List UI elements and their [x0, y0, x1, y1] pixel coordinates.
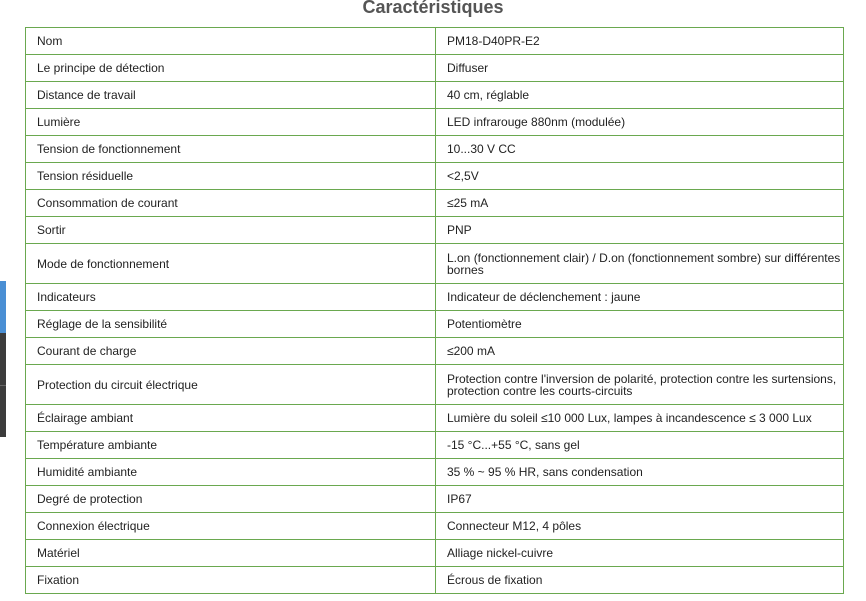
spec-label: Le principe de détection	[26, 55, 436, 82]
spec-label: Protection du circuit électrique	[26, 365, 436, 405]
spec-label: Degré de protection	[26, 486, 436, 513]
spec-label: Fixation	[26, 567, 436, 594]
spec-label: Éclairage ambiant	[26, 405, 436, 432]
spec-value: PM18-D40PR-E2	[436, 28, 844, 55]
table-row	[26, 486, 844, 513]
table-row	[26, 311, 844, 338]
spec-label: Mode de fonctionnement	[26, 244, 436, 284]
table-row	[26, 513, 844, 540]
table-row	[26, 82, 844, 109]
spec-value: ≤200 mA	[436, 338, 844, 365]
table-row	[26, 365, 844, 405]
table-row	[26, 338, 844, 365]
spec-label: Lumière	[26, 109, 436, 136]
spec-label: Tension de fonctionnement	[26, 136, 436, 163]
spec-value: PNP	[436, 217, 844, 244]
table-row	[26, 459, 844, 486]
spec-value: IP67	[436, 486, 844, 513]
spec-label: Tension résiduelle	[26, 163, 436, 190]
page-title: Caractéristiques	[362, 0, 504, 17]
spec-value: Potentiomètre	[436, 311, 844, 338]
spec-label: Réglage de la sensibilité	[26, 311, 436, 338]
spec-value: Protection contre l'inversion de polarité, protection contre les surtensions, protection contre les courts-circuits	[436, 365, 844, 405]
spec-label: Distance de travail	[26, 82, 436, 109]
specs-table	[25, 27, 844, 594]
spec-label: Indicateurs	[26, 284, 436, 311]
table-row	[26, 284, 844, 311]
spec-label: Matériel	[26, 540, 436, 567]
spec-value: Connecteur M12, 4 pôles	[436, 513, 844, 540]
table-row	[26, 163, 844, 190]
side-tab-blue[interactable]	[0, 281, 6, 333]
spec-label: Nom	[26, 28, 436, 55]
table-row	[26, 432, 844, 459]
table-row	[26, 136, 844, 163]
spec-label: Courant de charge	[26, 338, 436, 365]
spec-label: Connexion électrique	[26, 513, 436, 540]
spec-value: LED infrarouge 880nm (modulée)	[436, 109, 844, 136]
spec-value: L.on (fonctionnement clair) / D.on (fonctionnement sombre) sur différentes bornes	[436, 244, 844, 284]
spec-value: ≤25 mA	[436, 190, 844, 217]
spec-value: 10...30 V CC	[436, 136, 844, 163]
table-row	[26, 540, 844, 567]
table-row	[26, 217, 844, 244]
spec-value: 40 cm, réglable	[436, 82, 844, 109]
spec-value: Alliage nickel-cuivre	[436, 540, 844, 567]
spec-label: Température ambiante	[26, 432, 436, 459]
spec-value: <2,5V	[436, 163, 844, 190]
table-row	[26, 28, 844, 55]
table-row	[26, 109, 844, 136]
table-row	[26, 55, 844, 82]
spec-value: -15 °C...+55 °C, sans gel	[436, 432, 844, 459]
spec-value: Indicateur de déclenchement : jaune	[436, 284, 844, 311]
spec-label: Sortir	[26, 217, 436, 244]
spec-value: Diffuser	[436, 55, 844, 82]
spec-value: 35 % ~ 95 % HR, sans condensation	[436, 459, 844, 486]
table-row	[26, 244, 844, 284]
spec-label: Humidité ambiante	[26, 459, 436, 486]
table-row	[26, 567, 844, 594]
side-tab-divider	[0, 385, 6, 386]
spec-value: Lumière du soleil ≤10 000 Lux, lampes à incandescence ≤ 3 000 Lux	[436, 405, 844, 432]
spec-label: Consommation de courant	[26, 190, 436, 217]
table-row	[26, 190, 844, 217]
spec-value: Écrous de fixation	[436, 567, 844, 594]
table-row	[26, 405, 844, 432]
